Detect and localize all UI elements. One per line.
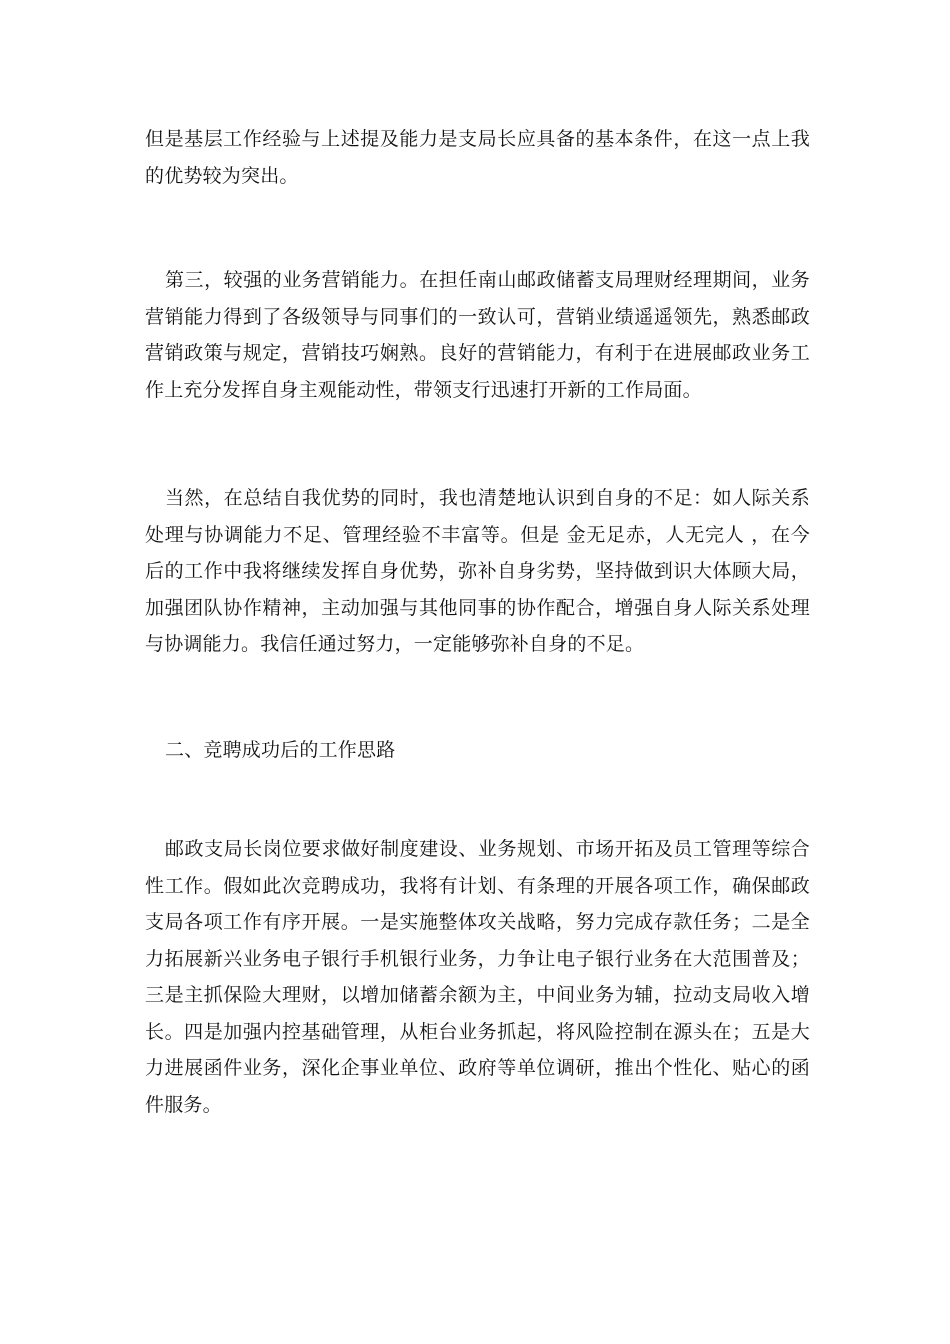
paragraph-continuation: 但是基层工作经验与上述提及能力是支局长应具备的基本条件，在这一点上我的优势较为突出。 — [145, 128, 810, 187]
paragraph-work-plan: 邮政支局长岗位要求做好制度建设、业务规划、市场开拓及员工管理等综合性工作。假如此次竞聘成功，我将有计划、有条理的开展各项工作，确保邮政支局各项工作有序开展。一是实施整体攻关战略，努力完成存款任务；二是全力拓展新兴业务电子银行手机银行业务，力争让电子银行业务在大范围普及；三是主抓保险大理财，以增加储蓄余额为主，中间业务为辅，拉动支局收入增长。四是加强内控基础管理，从柜台业务抓起，将风险控制在源头在；五是大力进展函件业务，深化企事业单位、政府等单位调研，推出个性化、贴心的函件服务。 — [145, 838, 810, 1116]
section-heading: 二、竞聘成功后的工作思路 — [165, 739, 396, 761]
paragraph-shortcomings: 当然，在总结自我优势的同时，我也清楚地认识到自身的不足：如人际关系处理与协调能力不足、管理经验不丰富等。但是 金无足赤，人无完人 ，在今后的工作中我将继续发挥自身优势，弥补自身劣势，坚持做到识大体顾大局，加强团队协作精神，主动加强与其他同事的协作配合，增强自身人际关系处理与协调能力。我信任通过努力，一定能够弥补自身的不足。 — [145, 487, 810, 655]
paragraph-marketing-ability: 第三，较强的业务营销能力。在担任南山邮政储蓄支局理财经理期间，业务营销能力得到了各级领导与同事们的一致认可，营销业绩遥遥领先，熟悉邮政营销政策与规定，营销技巧娴熟。良好的营销能力，有利于在进展邮政业务工作上充分发挥自身主观能动性，带领支行迅速打开新的工作局面。 — [145, 269, 810, 401]
